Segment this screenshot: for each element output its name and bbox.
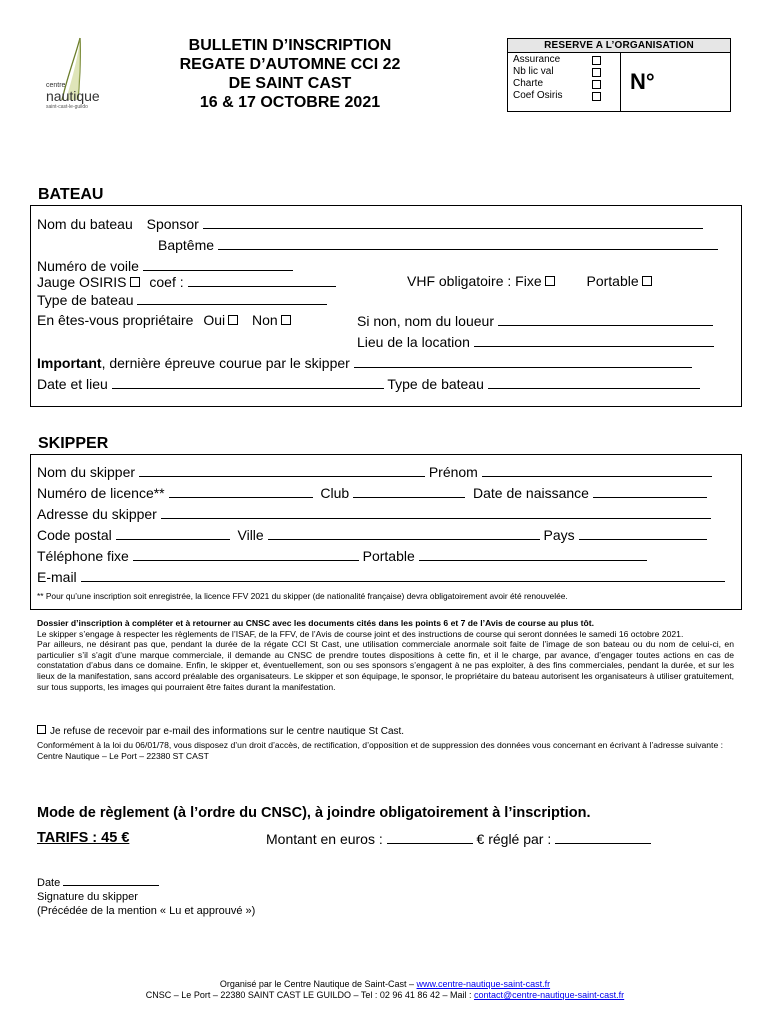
title-line: DE SAINT CAST [228, 75, 352, 92]
boat-type-label: Type de bateau [37, 292, 134, 308]
licence-label: Numéro de licence** [37, 485, 165, 501]
footer-organiser: Organisé par le Centre Nautique de Saint-Cast – [219, 979, 417, 989]
country-field[interactable] [579, 526, 707, 540]
title-line: 16 & 17 OCTOBRE 2021 [199, 94, 381, 111]
owner-non-checkbox[interactable] [281, 315, 291, 325]
payment-mode-heading: Mode de règlement (à l’ordre du CNSC), à joindre obligatoirement à l’inscription. [37, 805, 591, 821]
centre-nautique-logo [40, 34, 120, 109]
last-race-label: , dernière épreuve courue par le skipper [101, 355, 350, 371]
date-place-field[interactable] [112, 375, 384, 389]
bapteme-field[interactable] [218, 236, 718, 250]
org-checkbox[interactable] [592, 80, 601, 89]
dossier-instructions: Dossier d’inscription à compléter et à retourner au CNSC avec les documents cités dans les points 6 et 7 de l’Avis de course au plus tôt. [37, 618, 595, 628]
organisation-box [507, 38, 731, 112]
birth-date-label: Date de naissance [472, 485, 589, 501]
date-place-label: Date et lieu [37, 376, 108, 392]
postal-code-field[interactable] [116, 526, 230, 540]
website-link[interactable]: www.centre-nautique-saint-cast.fr [416, 979, 551, 989]
amount-label: Montant en euros : [266, 831, 383, 847]
boat-type2-field[interactable] [488, 375, 700, 389]
org-row-label: Charte [513, 78, 544, 89]
coef-label: coef : [149, 274, 184, 290]
logo-small-text: centre [46, 82, 66, 89]
logo-text: nautique [46, 88, 100, 104]
organisation-checklist [508, 53, 621, 111]
email-field[interactable] [81, 568, 725, 582]
renter-name-field[interactable] [498, 312, 713, 326]
amount-field[interactable] [387, 830, 473, 844]
footer-address: CNSC – Le Port – 22380 SAINT CAST LE GUILDO – Tel : 02 96 41 86 42 – Mail : [145, 990, 474, 1000]
skipper-name-label: Nom du skipper [37, 464, 136, 480]
jauge-osiris-label: Jauge OSIRIS [37, 274, 127, 290]
cnil-notice: Conformément à la loi du 06/01/78, vous disposez d’un droit d’accès, de rectification, d’opposition et de suppression des données vous concernant en écrivant à l’adresse suivante : Centre Nautique – Le Port – 22380 ST CAST [37, 740, 724, 761]
signature-mention: (Précédée de la mention « Lu et approuvé ») [37, 905, 256, 917]
organisation-heading: RESERVE A L’ORGANISATION [508, 39, 730, 53]
city-label: Ville [237, 527, 264, 543]
jauge-osiris-checkbox[interactable] [130, 277, 140, 287]
club-field[interactable] [353, 484, 465, 498]
org-row-label: Assurance [513, 54, 561, 65]
vhf-portable-checkbox[interactable] [642, 276, 652, 286]
licence-field[interactable] [169, 484, 313, 498]
mobile-field[interactable] [419, 547, 647, 561]
paid-by-field[interactable] [555, 830, 651, 844]
vhf-fixe-checkbox[interactable] [545, 276, 555, 286]
sail-number-label: Numéro de voile [37, 258, 139, 274]
postal-code-label: Code postal [37, 527, 112, 543]
birth-date-field[interactable] [593, 484, 707, 498]
rules-paragraph: Le skipper s’engage à respecter les règlements de l’ISAF, de la FFV, de l’Avis de course joint et des instructions de course qui seront données le samedi 16 octobre 2021. [37, 628, 684, 639]
title-line: REGATE D’AUTOMNE CCI 22 [179, 56, 401, 73]
bapteme-label: Baptême [158, 237, 215, 253]
club-label: Club [320, 485, 350, 501]
refuse-email-label: Je refuse de recevoir par e-mail des informations sur le centre nautique St Cast. [50, 726, 405, 737]
rental-place-field[interactable] [474, 333, 714, 347]
country-label: Pays [543, 527, 575, 543]
mobile-label: Portable [362, 548, 415, 564]
org-checkbox[interactable] [592, 68, 601, 77]
date-field[interactable] [63, 875, 159, 886]
skipper-heading: SKIPPER [38, 435, 109, 452]
bateau-heading: BATEAU [38, 186, 104, 203]
signature-label: Signature du skipper [37, 891, 138, 903]
sponsor-field[interactable] [203, 215, 703, 229]
address-field[interactable] [161, 505, 711, 519]
date-label: Date [37, 877, 61, 889]
first-name-field[interactable] [482, 463, 712, 477]
signature-block [37, 875, 255, 918]
boat-name-label: Nom du bateau [37, 216, 133, 232]
paid-by-label: € réglé par : [476, 831, 552, 847]
renter-name-label: Si non, nom du loueur [357, 313, 494, 329]
coef-field[interactable] [188, 273, 336, 287]
important-label: Important [37, 355, 102, 371]
last-race-field[interactable] [354, 354, 692, 368]
org-checkbox[interactable] [592, 92, 601, 101]
title-line: BULLETIN D’INSCRIPTION [188, 37, 392, 54]
first-name-label: Prénom [428, 464, 478, 480]
phone-label: Téléphone fixe [37, 548, 129, 564]
refuse-email-row [37, 725, 404, 737]
org-row-label: Nb lic val [513, 66, 554, 77]
email-link[interactable]: contact@centre-nautique-saint-cast.fr [473, 990, 625, 1000]
email-label: E-mail [37, 569, 77, 585]
owner-oui-label: Oui [203, 312, 226, 328]
phone-field[interactable] [133, 547, 359, 561]
address-label: Adresse du skipper [37, 506, 157, 522]
licence-note: ** Pour qu’une inscription soit enregistrée, la licence FFV 2021 du skipper (de nationalité française) devra obligatoirement avoir été renouvelée. [37, 591, 568, 601]
vhf-fixe-label: VHF obligatoire : Fixe [407, 273, 542, 289]
vhf-portable-label: Portable [586, 273, 639, 289]
logo-sub-text: saint-cast-le-guildo [46, 104, 88, 110]
tarifs-label: TARIFS : 45 € [37, 830, 130, 846]
sail-number-field[interactable] [143, 257, 293, 271]
owner-non-label: Non [252, 312, 278, 328]
org-checkbox[interactable] [592, 56, 601, 65]
image-rights-paragraph: Par ailleurs, ne désirant pas que, pendant la durée de la régate CCI St Cast, une utilisation commerciale anormale soit faite de l’image de son bateau ou du nom de celui-ci, en particulier s’il s’agit d’une marque commerciale, il demande au CNSC de prendre toutes dispositions à cette fin, et il le charge, par avance, d’engager toutes actions en cas de constatation d’abus dans ce domaine. Enfin, le skipper et, éventuellement, son ou ses sponsors s’engagent à ne pas exploiter, à des fins commerciales, pendant la durée, et sur les lieux de la manifestation, sans accord préalable des organisateurs. Le skipper et son équipage, le sponsor, le propriétaire du bateau autorisent les organisateurs à utiliser gratuitement, sur tous supports, les images qui pourraient être faites durant la manifestation. [37, 639, 734, 692]
owner-oui-checkbox[interactable] [228, 315, 238, 325]
sponsor-label: Sponsor [146, 216, 199, 232]
org-row-label: Coef Osiris [513, 90, 563, 101]
legal-text [37, 618, 734, 692]
skipper-name-field[interactable] [139, 463, 425, 477]
footer [0, 979, 770, 1001]
form-title [140, 36, 440, 112]
registration-number-label: N° [630, 69, 655, 94]
city-field[interactable] [268, 526, 540, 540]
owner-question-label: En êtes-vous propriétaire [37, 312, 194, 328]
boat-type2-label: Type de bateau [387, 376, 484, 392]
rental-place-label: Lieu de la location [357, 334, 470, 350]
boat-type-field[interactable] [137, 291, 327, 305]
refuse-email-checkbox[interactable] [37, 725, 46, 734]
